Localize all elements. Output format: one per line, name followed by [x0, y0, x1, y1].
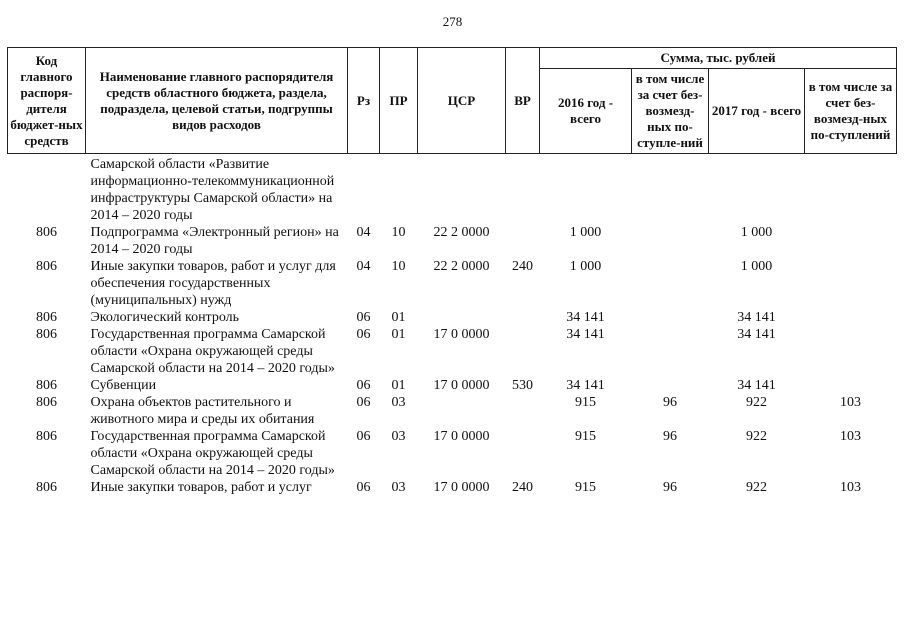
cell-code: 806 — [36, 480, 57, 495]
cell-pr: 01 — [391, 310, 406, 325]
cell-rz: 06 — [356, 429, 371, 444]
header-pr: ПР — [380, 48, 418, 154]
cell-s2016: 34 141 — [566, 310, 605, 325]
cell-s2016: 1 000 — [569, 225, 602, 240]
table-row — [8, 309, 897, 326]
cell-s2017: 1 000 — [740, 225, 773, 240]
cell-vr — [506, 326, 540, 377]
table-body — [8, 154, 897, 497]
cell-s2017: 1 000 — [740, 259, 773, 274]
cell-csr — [418, 394, 506, 428]
cell-s2017-free — [805, 154, 897, 225]
cell-s2017: 922 — [746, 395, 767, 410]
cell-s2017-free — [805, 326, 897, 377]
cell-s2016-free: 96 — [663, 395, 677, 410]
cell-s2016-free: 96 — [663, 429, 677, 444]
cell-code: 806 — [36, 259, 57, 274]
cell-code — [8, 154, 86, 225]
cell-pr: 03 — [391, 480, 406, 495]
header-name: Наименование главного распорядителя средств областного бюджета, раздела, подраздела, целевой статьи, подгруппы видов расходов — [86, 48, 348, 154]
cell-vr: 530 — [512, 378, 533, 393]
cell-name: Экологический контроль — [90, 310, 240, 325]
cell-s2016-free — [632, 154, 709, 225]
cell-s2016: 915 — [575, 395, 596, 410]
cell-s2017: 922 — [746, 429, 767, 444]
cell-rz: 04 — [356, 225, 371, 240]
cell-rz: 06 — [356, 395, 371, 410]
table-row — [8, 224, 897, 258]
header-sum: Сумма, тыс. рублей — [540, 48, 897, 69]
cell-s2017-free — [805, 224, 897, 258]
cell-s2016: 915 — [575, 480, 596, 495]
cell-code: 806 — [36, 429, 57, 444]
cell-vr — [506, 394, 540, 428]
cell-code: 806 — [36, 310, 57, 325]
cell-name: Иные закупки товаров, работ и услуг — [90, 480, 312, 495]
cell-pr: 03 — [391, 429, 406, 444]
cell-pr: 01 — [391, 327, 406, 342]
page-number: 278 — [442, 14, 463, 29]
cell-s2016-free: 96 — [663, 480, 677, 495]
cell-code: 806 — [36, 395, 57, 410]
cell-s2016-free — [632, 326, 709, 377]
cell-csr — [418, 309, 506, 326]
cell-code: 806 — [36, 327, 57, 342]
cell-name: Иные закупки товаров, работ и услуг для обеспечения государственных (муниципальных) нужд — [90, 259, 336, 308]
cell-pr: 10 — [391, 259, 406, 274]
cell-s2017: 34 141 — [737, 327, 776, 342]
cell-code: 806 — [36, 378, 57, 393]
cell-csr: 22 2 0000 — [433, 225, 490, 240]
cell-s2017: 34 141 — [737, 310, 776, 325]
cell-s2017-free: 103 — [840, 395, 861, 410]
cell-name: Подпрограмма «Электронный регион» на 2014 – 2020 годы — [90, 225, 339, 257]
cell-csr: 17 0 0000 — [433, 480, 490, 495]
table-row — [8, 377, 897, 394]
cell-s2017-free — [805, 377, 897, 394]
cell-s2016-free — [632, 224, 709, 258]
cell-code: 806 — [36, 225, 57, 240]
cell-rz: 06 — [356, 327, 371, 342]
header-csr: ЦСР — [418, 48, 506, 154]
cell-pr — [380, 154, 418, 225]
cell-pr: 10 — [391, 225, 406, 240]
cell-s2016: 1 000 — [569, 259, 602, 274]
cell-s2017: 34 141 — [737, 378, 776, 393]
table-row — [8, 394, 897, 428]
cell-rz — [348, 154, 380, 225]
cell-s2016-free — [632, 258, 709, 309]
cell-rz: 04 — [356, 259, 371, 274]
header-code: Код главного распоря-дителя бюджет-ных средств — [8, 48, 86, 154]
header-2016-free: в том числе за счет без-возмезд-ных по-ступле-ний — [632, 69, 709, 154]
cell-rz: 06 — [356, 378, 371, 393]
cell-s2016: 915 — [575, 429, 596, 444]
table-row — [8, 428, 897, 479]
cell-s2016-free — [632, 377, 709, 394]
cell-pr: 01 — [391, 378, 406, 393]
cell-csr — [418, 154, 506, 225]
cell-s2017-free: 103 — [840, 480, 861, 495]
cell-vr — [506, 309, 540, 326]
cell-s2016 — [540, 154, 632, 225]
cell-s2017: 922 — [746, 480, 767, 495]
cell-name: Субвенции — [90, 378, 157, 393]
cell-s2017 — [709, 154, 805, 225]
cell-vr — [506, 224, 540, 258]
cell-name: Государственная программа Самарской области «Охрана окружающей среды Самарской области на 2014 – 2020 годы» — [90, 429, 335, 478]
table-row — [8, 258, 897, 309]
cell-csr: 22 2 0000 — [433, 259, 490, 274]
cell-s2016-free — [632, 309, 709, 326]
table-header — [8, 48, 897, 154]
cell-name: Самарской области «Развитие информационно-телекоммуникационной инфраструктуры Самарской области» на 2014 – 2020 годы — [90, 157, 335, 223]
cell-name: Охрана объектов растительного и животного мира и среды их обитания — [90, 395, 315, 427]
cell-vr — [506, 154, 540, 225]
cell-vr — [506, 428, 540, 479]
budget-table — [7, 47, 897, 496]
cell-s2017-free — [805, 309, 897, 326]
cell-csr: 17 0 0000 — [433, 327, 490, 342]
cell-name: Государственная программа Самарской области «Охрана окружающей среды Самарской области на 2014 – 2020 годы» — [90, 327, 335, 376]
header-vr: ВР — [506, 48, 540, 154]
table-row — [8, 326, 897, 377]
cell-s2017-free — [805, 258, 897, 309]
cell-csr: 17 0 0000 — [433, 378, 490, 393]
table-row — [8, 154, 897, 225]
cell-csr: 17 0 0000 — [433, 429, 490, 444]
header-2017-free: в том числе за счет без-возмезд-ных по-ступлений — [805, 69, 897, 154]
table-row — [8, 479, 897, 496]
cell-vr: 240 — [512, 480, 533, 495]
cell-pr: 03 — [391, 395, 406, 410]
cell-s2016: 34 141 — [566, 327, 605, 342]
cell-rz: 06 — [356, 480, 371, 495]
cell-rz: 06 — [356, 310, 371, 325]
cell-s2016: 34 141 — [566, 378, 605, 393]
header-2016-total: 2016 год - всего — [540, 69, 632, 154]
cell-vr: 240 — [512, 259, 533, 274]
header-2017-total: 2017 год - всего — [709, 69, 805, 154]
header-rz: Рз — [348, 48, 380, 154]
cell-s2017-free: 103 — [840, 429, 861, 444]
